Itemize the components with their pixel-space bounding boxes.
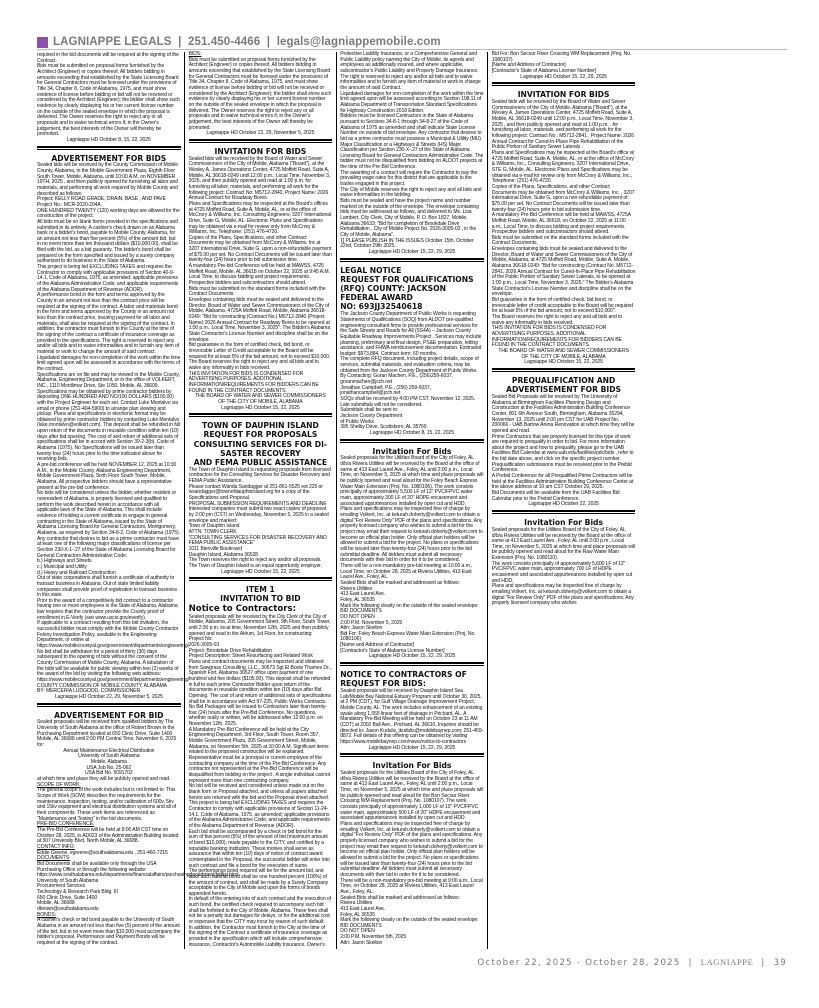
notice-paragraph: Specifications are on file and may be viewed in the Mobile County, Alabama, Engineering Department, or in the office of VOLKERT, INC., 1110 Montlimar Drive, Ste 1050, Mobile, AL 36609. Specifications may be obtained by prime contractor bidders by depositing ONE HUNDRED AND NO/100 DOLLARS ($100.00) with the Project Engineer for each set. Contact Luke Montalvo via email or phone (251-404-5900) to arrange plan viewing and pickup. Plans and specifications in electronic format may be obtained by prime contractor bidders by contacting Luke Montalvo (luke.montalvo@volkert.com). This deposit shall be refunded in full upon return of the documents in reusable condition within ten (10) days after bid opening. The cost of and return of additional sets of specifications shall be in accord with Section 39-2-3(b), Code of Alabama (1975). No Specifications will be issued later than twenty-four (24) hours prior to the time indicated above for receiving bids. (37, 371, 181, 463)
notice-paragraph: The Board reserves the right to reject any and all bids and to waive any informality in bids received. (188, 359, 319, 371)
notice-paragraph: Annual Maintenance Electrical Distribution (63, 747, 155, 754)
notice-paragraph: The awarding of a contract will require the Contractor to pay the prevailing wage rates for this district that are applicable to the trades engaged in this project. (340, 169, 478, 188)
notice-paragraph: Sealed bids will be received by the Board of Water and Sewer Commissioners of the City of Mobile, Alabama ("Board"), at the Wesley A. James Operations Center, 4725 Moffett Road, Suite A, Mobile, AL 36618-0249 until 12:00 p.m., Local Time, November 3, 2025 , and then publicly opened and read at 1:00 p.m. , for furnishing all labor, materials, and performing all work for the following project: Contract No.: M5712-2841 , Project Name: 2026 Annual Contract for Cured-In-Place Pipe Rehabilitation of the Public Portion of Sanitary Sewer Laterals . (491, 99, 635, 151)
notice-paragraph: Plans and specifications may be inspected free of charge by emailing Volkert, Inc. at keturah.doherty@volkert.com to obtain a digital "For Review Only" PDF of the plans and specifications. Any properly licensed company who wishes (491, 583, 634, 607)
section-label: PRE-BID CONFERENCE: (37, 821, 95, 828)
notice-heading: FEDERAL AWARD (340, 293, 413, 303)
legal-notice (37, 153, 189, 701)
notice-paragraph: Plans and contract documents may be inspected and obtained from Sawgrass Consulting, LLC., 30673 Sgt El Boots Thames Dr., Spanish Fort, Alabama 36527 office upon payment of one hundred and five dollars ($105.00). This deposit shall be refunded in full to each prime Contractor Bidder upon return of the documents in reusable condition within ten (10) days after Bid Opening. The cost of and return of additional sets of specifications shall be in accordance with Act 97-225, Public Works Contracts. (188, 658, 331, 705)
notice-paragraph: Copies of the Plans, Specifications, and other Contract Documents may be obtained from McCrory & Williams, Inc. , 3207 International Drive, Suite G, upon a non-refundable payment of $75.00 per set. No Contract Documents will be issued later than twenty-four (24) hours prior to bid submission time. (491, 183, 635, 213)
notice-divider (37, 146, 181, 150)
notice-paragraph: 650 Clinic Drive, Suite 1400 (37, 894, 98, 901)
legal-notice (37, 52, 181, 144)
notice-heading: ADVERTISEMENT FOR BIDS (51, 153, 167, 163)
notice-paragraph: Foley, AL 36535 (340, 596, 375, 603)
notice-paragraph: Project: KELLY ROAD GRADE, DRAIN, BASE , AND PAVE (37, 196, 166, 203)
notice-paragraph: The Board reserves the right to reject any and all bids and to waive any informality in bids received. (491, 314, 623, 326)
notice-paragraph: The Jackson County Department of Public Works is requesting Statements of Qualifications (SOQ) from ALDOT pre-qualified engineering consultant firms to provide professional services for the Safe Streets and Roads for All (SS4A) – Jackson County Equitable Roadway Improvements Project . Services may include planning, preliminary and final design, PS&E preparation, letting assistance, and FHWA reimbursement documentation. Estimated budget: $973,884. Contract term: 60 months. (340, 311, 482, 357)
section-label: SCOPE OF WORK: (37, 781, 81, 788)
legal-notice (340, 265, 484, 437)
publication-dates: Lagniappe HD October 15, 22, 2025 (524, 359, 603, 366)
notice-paragraph: 395 Shelby Drive, Scottsboro, AL 35769 (340, 424, 427, 431)
notice-paragraph: Sealed proposals for the Utilities Board of the City of Foley, AL d/b/a Riviera Utilities will be received by the Board at the office of same at 413 East Laurel Ave., Foley, AL until 2:00 p.m., Local Time, on November 5, 2025 at which time and place proposals will be publicly opened and read aloud for the Foley Beach Express Water Main Extension (Proj. No. 1080106). The work consists principally of approximately 5,500 LF of 12" PVC/FPVC water main, approximately 300 LF of 20" HDPE encasement and associated appurtenances installed by open cut and HDD. (340, 455, 484, 507)
notice-heading: ADVERTISEMENT FOR BID (54, 710, 164, 720)
notice-paragraph: Bids must be submitted on the standard forms included with the Contract Documents. (188, 285, 326, 298)
publication-dates: Lagniappe HD October 15, 22, 2025 (221, 568, 300, 575)
notice-divider (189, 413, 333, 417)
notice-paragraph: COUNTY COMMISSION OF MOBILE COUNTY, ALABAMA (37, 682, 167, 689)
notice-paragraph: of Public Works (340, 418, 374, 425)
notice-paragraph: No Bid Packages will be issued to Contractors later than twenty-four (24) hours after the Pre-Bid Conference. No questions, whether orally or written, will be addressed after 12:00 p.m. on November 12th, 2025. (188, 704, 327, 728)
notice-paragraph: [Name and Address of Contractor] (340, 642, 414, 649)
notice-paragraph: THE BOARD OF WATER AND SEWER COMMISSIONERS (195, 393, 326, 400)
notice-paragraph: Bid Documents will be available from the UAB Facilities Bid Calendar prior to the Prebid Conference. (491, 490, 620, 502)
notice-heading: CONSULTING SERVICES FOR DI- (193, 439, 328, 449)
notice-paragraph: OF THE CITY OF MOBILE, ALABAMA (521, 353, 606, 360)
notice-paragraph: Mobile, AL 36688 (37, 900, 75, 907)
notice-paragraph: Dauphin Island, Alabama 36528 (188, 551, 258, 558)
notice-paragraph: Please contact Wanda Sandagger at 251-861-5525 ext 225 or wsandagger@townofdauphinisland.org for a copy of the Specifications and Proposal. (188, 483, 323, 502)
legal-notice (340, 669, 484, 751)
notice-heading: Invitation For Bids (372, 446, 452, 456)
notice-paragraph: The Town of Dauphin Island is requesting proposals from licensed contractors for the Consulting Services for Disaster Recovery and FEMA Public Assistance. (188, 466, 331, 485)
notice-paragraph: A performance bond in the form and terms approved by the County in an amount not less than the contract price will be required at the signing of the contract. A labor and materials bond in the form and terms approved by the County in an amount not less than the contract price, insuring payment for all labor and materials, shall also be required at the signing of the contract. In addition, the contractor must furnish to the County at the time of the signing of the contract a certificate of insurance coverage as provided in the specifications. The right is reserved to reject any and/or all bids and to waive informalities and to furnish any item of material or work to change the amount of said contract. (37, 292, 180, 355)
notice-divider (340, 753, 484, 757)
notice-paragraph: Mark the following clearly on the outside of the sealed envelope: (340, 602, 479, 609)
notice-paragraph: Bids must be submitted on the standard forms included with the Contract Documents. (491, 234, 629, 247)
notice-paragraph: Envelopes containing bids must be sealed and delivered to the Director, Board of Water and Sewer Commissioners of the City of Mobile, Alabama, 4725A Moffett Road, Mobile, Alabama 36618-0249: "Bid for constructing (Contract No.) M5712-2840 (Project Name) 2026 Annual Contract for Roadway Bores to be opened at 1:00 p.m., Local Time, November 3, 2025". The Bidder's Alabama State Contractor's License Number and discipline shall be on the envelope. (188, 297, 331, 343)
notice-heading: LEGAL NOTICE (340, 265, 402, 275)
notice-paragraph: 1] PLEASE PUBLISH IN THE ISSUES October 15th, October 22nd, October 29th 2025. (340, 237, 474, 250)
notice-heading: INVITATION FOR BIDS (214, 146, 307, 156)
notice-paragraph: SOQs shall be received by 4:00 PM CST, November 12, 2025. Late submittals will not be considered. (340, 396, 476, 408)
notice-heading: REQUEST FOR QUALIFICATIONS (340, 274, 474, 284)
notice-paragraph: Bid Documents shall be available only through the USA Purchasing Office or through the following website: https://www.southalabama.edu/departments/financialaffairs/purchasingdepartment/bidlist.html (37, 860, 239, 879)
notice-paragraph: BY: MERCERIA LUDGOOD, COMMISSIONER (37, 688, 141, 695)
legals-phone: 251.450-4466 (188, 36, 261, 48)
notice-heading: NO: 693JJ32540618 (340, 302, 423, 312)
notice-paragraph: Prior to the award of a competitively bid contract to a contractor having one or more employees in the State of Alabama, Alabama law requires that the contractor provide the County proof of enrollment in E-Verify (see www.uscis.gov/everify). (37, 597, 178, 621)
notice-paragraph: USA Job No. 25-062 (86, 764, 132, 771)
notice-paragraph: BID DOCUMENTS (340, 922, 382, 929)
notice-paragraph: Sealed bids will be received by the Board of Water and Sewer Commissioners of the City of Mobile, Alabama ("Board"), at the Wesley A. James Operations Center, 4725 Moffett Road, Suite A, Mobile, AL 36618-0249 until 12:00 p.m., Local Time, November 3, 2025, and then publicly opened and read at 1:00 p.m. for furnishing all labor, materials, and performing all work for the following project: Contract No: M5712-2840, Project Name: 2026 Annual Contract for Roadway Bores. (188, 155, 331, 202)
notice-paragraph: The work consists principally of approximately 5,600 LF of 12" PVC/FPVC water main, approximately 700 LF of HDPE encasement and associated appurtenances installed by open cut and HDD. (491, 560, 633, 584)
notice-paragraph: Eddie Greene, egreene@southalabama.edu , 251-460-7215 (37, 849, 168, 856)
notice-paragraph: University of South Alabama (37, 877, 99, 884)
notice-paragraph: Envelopes containing bids must be sealed and delivered to the Director, Board of Water and Sewer Commissioners of the City of Mobile, Alabama, at 4725 Moffett Road, Mobile, Suite A, Mobile, Alabama 36618-0249: "Bid for constructing (Contract No. M5712-2841, 2026 Annual Contract for Cured-In-Place Pipe Rehabilitation of the Public Portion of Sanitary Sewer Laterals, to be opened at 1:00 p.m., Local Time, November 3, 2025." The Bidder's Alabama State Contractor's License Number and discipline shall be on the envelope. (491, 246, 636, 298)
notice-paragraph: DO NOT OPEN (340, 613, 375, 620)
section-label: DOCUMENTS: (37, 855, 71, 862)
notice-paragraph: If applicable to a contract resulting from this bid invitation, the successful bidder must comply with the Mobile County Contractor Felony Investigation Policy, available in the Engineering Department, or online at https://www.mobilecountyal.gov/government/departments/engineering/ (37, 620, 189, 650)
notice-heading: INVITATION FOR BIDS (517, 90, 610, 100)
notice-paragraph: In addition, the Contractor must furnish to the City at the time of the signing of the Contract a certificate of insurance coverage as provided in the specification which will include comprehensive insurance, Contractor's Automobile Liability Insurance, Owner's Protective Liability Insurance, or a Comprehensive General and Public Liability policy naming the City of Mobile, its agents and employees as additionally insured, and where applicable, subcontractor's Public Liability and Property Damage Insurance. The right is reserved to reject any and/or all bids and to waive informalities and to furnish any item of material or work to change the amount of said Contract. (188, 51, 481, 948)
notice-paragraph: USA Bid No. 5091702 (84, 770, 133, 777)
notice-heading: INVITATION TO BID (220, 594, 301, 604)
notice-paragraph: Technology & Research Park Bldg. III (37, 889, 118, 896)
notice-paragraph: Jackson County Department (340, 413, 402, 420)
notice-paragraph: d.) Heavy and Railroad Construction (37, 569, 116, 576)
notice-paragraph: Bid guarantee in the form of certified check, bid bond, or irrevocable letter of credit acceptable to the Board will be required for at least 5% of the bid amount, not to exceed $10,000". (491, 297, 633, 315)
notice-paragraph: No bid shall be withdrawn for a period of thirty (30) days subsequent to the opening of bids without the consent of the County Commission of Mobile County, Alabama. A tabulation of the bids will be available for public viewing within two (2) weeks of the award of the bid by visiting the following web address: https://www.mobilecountyal.gov/government/departments/engineering/ (37, 648, 189, 684)
issue-dates: October 22, 2025 - October 28, 2025 (477, 958, 681, 968)
publication-dates: Lagniappe HD October 15, 22, 29, 2025 (368, 248, 456, 255)
notice-paragraph: required in the bid documents will be required at the signing of the Contract. (37, 52, 179, 64)
notice-paragraph: Bids must be submitted on proposal forms furnished by the Architect (Engineer) or copies thereof. All bidders bidding in amounts exceeding that established by the State Licensing Board for General Contractors must be licensed under the provisions of Title 34, Chapter 8, Code of Alabama, 1975, and must show evidence of license before bidding or bid will not be received or considered by the Architect (Engineer); the bidder shall show such evidence by clearly displaying his or her current license number on the outside of the sealed envelope in which the proposal is delivered. The Owner reserves the right to reject any or all proposals and to waive technical errors if, in the Owner's judgement, the best interests of the Owner will thereby be promoted. (37, 63, 180, 138)
notice-heading: ADVERTISEMENT FOR BIDS (506, 385, 621, 395)
notice-paragraph: Riviera Utilities (340, 900, 373, 907)
notice-paragraph: Sealed proposals for the Utilities Board of the City of Foley, AL d/b/a Riviera Utilities will be received by the Board at the office of same at 413 East Laurel Ave., Foley, AL until 2:00 p.m., Local Time, on November 5, 2025 at which time and place proposals will be publicly opened and read aloud for the Raw Water Main Extension (Proj. No. 1080110). (491, 526, 635, 562)
notice-paragraph: The Town of Dauphin Island is an equal opportunity employer. (188, 562, 322, 569)
notice-paragraph: Attn: Jason Skelton (340, 939, 383, 946)
notice-paragraph: Out of state corporations shall furnish a certificate of authority to transact business in Alabama. Out of state limited liability companies shall provide proof of registration to transact business in this state. (37, 575, 178, 599)
publication-dates: Lagniappe HD October 15, 22, 29, 2025 (368, 653, 456, 660)
notice-divider (340, 258, 484, 262)
notice-paragraph: at which time and place they will be publicly opened and read. (37, 776, 171, 782)
notice-heading: NOTICE TO CONTRACTORS OF (340, 670, 467, 680)
notice-paragraph: THIS INVITATION FOR BIDS IS CONDENSED FOR ADVERTISING PURPOSES. ADDITIONAL INFORMATION/REQUIREMENTS FOR BIDDERS CAN BE FOUND IN THE CONTRACT DOCUMENTS. (491, 325, 622, 349)
notice-paragraph: Sealed Bids shall be marked and addressed as follows: (340, 894, 460, 901)
notice-paragraph: The City of Mobile reserves the right to reject any and all bids and waive informalities in the bidding. (340, 186, 482, 199)
notice-paragraph: Project Description: Street Resurfacing and Related Work (188, 653, 313, 660)
notice-paragraph: Mobile, Alabama (90, 759, 127, 766)
notice-heading: PREQUALIFICATION AND (511, 375, 616, 385)
notice-divider (37, 703, 181, 707)
legal-notice (340, 446, 484, 660)
notice-heading: Invitation For Bids (372, 761, 452, 771)
notice-paragraph: Bidders must be licensed Contractors in the State of Alabama pursuant to Sections 34-8-1 through 34-8-27 of the Code of Alabama of 1975 as amended and shall indicate State License Number on outside of bid envelope. Any contractor that desires to bid as a prime contractor must possess a Municipal & Utility (MU) Major Classification or a Highways & Streets (HS) Major Classification per Section 230-X-.27 of the State of Alabama Licensing Board for General Contractors Administrative Code. The bidder must not be disqualified from bidding on ALDOT projects at the time of the Pre-Bid Conference. (340, 113, 484, 171)
publication-name: LAGNIAPPE (700, 957, 754, 967)
notice-paragraph: The general scope of the work includes but is not limited to: This Scope of Work (SOW) describes the requirements for the maintenance, inspection, testing, and/or calibration of 600v, 5kv and 15kv equipment and electrical distribution systems and all of their components. These work items are referenced as "Maintenance and Testing" in the bid documents. (37, 787, 177, 822)
notice-paragraph: Prequalification submissions must be received prior to the Prebid Conference. (491, 461, 632, 474)
notice-paragraph: Plans and specifications may be inspected free of charge by emailing Volkert, Inc. at keturah.doherty@volkert.com to obtain a digital "For Review Only" PDF of the plans and specifications. Any properly licensed company who wishes to submit a bid for the project may email their request to keturah.doherty@volkert.com to become an official plan holder. Only official plan holders will be allowed to submit a bid for the project. No plans or specifications will be issued later than twenty-four (24) hours prior to the bid submittal deadline. All bidders must submit all necessary documents with their bid in order for it to be considered. (340, 506, 483, 564)
notice-paragraph: Sealed proposals will be received from qualified bidders by The University of South Alabama at the office of Robert Brown in the Purchasing Department located at 650 Clinic Drive, Suite 1400 Mobile, AL 36688 until 2:00 PM Central Time, November 6, 2025 for: (37, 719, 177, 749)
notice-paragraph: 2:00 P.M. November 5th, 2025 (340, 934, 407, 941)
notice-paragraph: Mark the following clearly on the outside of the sealed envelope: (340, 917, 479, 924)
section-label: BIDS: (188, 51, 202, 57)
notice-divider (340, 662, 484, 666)
notice-paragraph: 2026-3005-03 (188, 641, 220, 648)
notice-paragraph: Liquidated damages for non-completion of the work within the time limit agreed upon will be assessed in accordance with the terms of the contract. (37, 354, 181, 372)
notice-paragraph: "CONSULTING SERVICES FOR DISASTER RECOVERY AND FEMA PUBLIC ASSISTANCE" (188, 534, 327, 547)
notice-paragraph: Riviera Utilities (340, 585, 373, 592)
notice-paragraph: This project is being bid EXCLUDING TAXES and requires the Contractor to comply with applicable provisions of Section 11-24-14.1, Code of Alabama, 1975, as amended; applicable provisions of the Alabama Administrative Code; and applicable requirements of the Alabama Department of Revenue (ADOR). (188, 800, 330, 829)
publication-dates: Lagniappe HD October 22, 2025 (528, 501, 599, 508)
notice-paragraph: Sealed proposals will be received by Dauphin Island Sea Lab/Mobile Bay National Estuary Program until October 30, 2025, at 2 PM (CDT), for Gulf Village Drainage Improvement Project, Mobile County, AL. The work includes enhancement of an existing swale along 1,555 linear feet of drainage in Prichard, AL. A Mandatory Pre-Bid Meeting will be held on October 23 at 11 AM (CDT) at 2002 Ball Ave., Prichard, AL 36610. Inquiries should be directed to: Jason Kudulis, jkudulis@mobilebaynep.com; 251-459-8872. Full details of this offering can be obtained by visiting https://www.mobilebaynep.com/news/notice-to-contractors (340, 688, 484, 745)
page-masthead (37, 35, 787, 50)
notice-paragraph: Plans and Specifications may be inspected at the Board's office at 4725 Moffett Road, Suite A, Mobile, AL, or at the office of McCrory & Williams, Inc., Consulting Engineers, 3207 International Drive, STE G, Mobile, AL. Electronic Plans and Specifications may be obtained via e-mail for review only from McCrory & Williams, Inc., Telephone: (251) 476-4720. (491, 149, 634, 185)
notice-paragraph: Sealed bids will be received by the County Commission of Mobile County, Alabama, in the Mobile Government Plaza, Eighth Floor South Tower, Mobile, Alabama, until 10:00 A.M. on NOVEMBER 19TH, 2025 , and then publicly opened for furnishing all labor and materials, and performing all work required by Mobile County and described as follows: (37, 162, 178, 197)
notice-paragraph: [Name and Address of Contractor] (491, 62, 566, 69)
notice-paragraph: In default of the entering into of such contract and the execution of such bond, the certified check required to accompany such bid shall be forfeited to the City of Mobile, Alabama. These fees shall not be a penalty but damages for delays, or for the additional cost or expenses that the CITY may incur by reason of such default. (188, 896, 331, 926)
notice-heading: Notice to Contractors: (188, 603, 297, 614)
notice-paragraph: Bid guarantee in the form of certified check, bid bond, or irrevocable Letter of Credit acceptable to the Board will be required for at least 5% of the bid amount, not to exceed $10,000. (188, 342, 331, 360)
notice-divider (340, 439, 484, 443)
notice-paragraph: Jonathan Campbell, P.E., (256) 259-6037, jonathancampbell@jcch.net (340, 384, 431, 397)
notice-paragraph: Sealed proposals for the Utilities Board of the City of Foley, AL d/b/a Riviera Utilities will be received by the Board at the office of same at 413 East Laurel Ave., Foley, AL until 2:00 p.m., Local Time, on November 5, 2025 at which time and place proposals will be publicly opened and read aloud for the Bon Secour River Crossing WM Replacement (Proj. No. 1080107). The work consists principally of approximately 1,000 LF of 10" PVC/FPVC water main, approximately 500 LF of 20" HDPE encasement and associated appurtenances installed by open cut and HDD. (340, 770, 484, 822)
notice-paragraph: A Prebid Conference for all Prequalified Prime Contractors will be held at the Facilities Administration Building Conference Center at the above address at 10 am CST October 29, 2025. (491, 473, 634, 491)
legal-notice (189, 420, 333, 575)
notice-paragraph: Bid For: Foley Beach Express Water Main Extension (Proj. No. 1080106) (340, 630, 476, 643)
section-label: BONDS: (37, 911, 56, 918)
publication-dates: Lagniappe HD October 15, 22, 2025 (221, 404, 300, 411)
masthead-divider: | (171, 36, 189, 48)
notice-paragraph: Plans and Specifications may be inspected at the Board's offices at 4725 Moffett Road, Suite A, Mobile, AL, or at the office of McCrory & Williams, Inc. Consulting Engineers, 3207 International Drive, Suite G, Mobile, AL. Electronic Plans and Specifications may be obtained via e-mail for review only from McCrory & Williams, Inc. Telephone: (251) 476-4720. (188, 200, 332, 236)
notice-heading: Invitation For Bids (524, 518, 604, 528)
notice-heading: TOWN OF DAUPHIN ISLAND (201, 421, 319, 431)
notice-paragraph: The performance bond required will be for the amount bid, and labor and material bond shall be one hundred percent (100%) of the amount of contract, and shall be made by a Surety Company acceptable to the City of Mobile and upon the forms of bonds appended hereto. (188, 868, 329, 897)
notice-divider (189, 139, 333, 143)
notice-paragraph: There will be a non-mandatory pre-bid meeting at 10:00 a.m., Local Time, on October 28, 2025 at Riviera Utilities, 413 East Laurel Ave., Foley, AL. (340, 562, 473, 581)
notice-paragraph: Attn: Jason Skelton (340, 625, 383, 632)
notice-paragraph: dbrown@southalabama.edu (37, 906, 99, 913)
notice-divider (492, 368, 636, 372)
notice-paragraph: ATTN: TOWN CLERK (188, 529, 237, 535)
notice-paragraph: The Town reserves the right to reject any and/or all proposals. (188, 557, 322, 564)
notice-paragraph: Prime Contractors that are properly licensed for this type of work are required to prequalify in order to bid. For more information about the project and how to prequalify, please go to the UAB Facilities Bid Calendar at www.uab.edu/facilities/pdc/bids , refer to the bid date above, and click on the specific project number. (491, 433, 634, 463)
notice-paragraph: Project No.: MCR-2020-204A (37, 201, 101, 208)
section-label: CONTACT INFO: (37, 843, 75, 850)
notice-paragraph: OF THE CITY OF MOBILE, ALABAMA (218, 398, 303, 405)
legal-notice (492, 517, 636, 607)
notice-paragraph: The complete RFQ document, including project details, scope of services, submittal materials, and evaluation criteria, may be obtained from the Jackson County Department of Public Works. By Contacting: Goran Machen, P.E., (256)259-6037, goranmachen@jcch.net (340, 356, 479, 386)
legal-notice (189, 146, 333, 411)
notice-paragraph: The Pre-Bid Conference will be held at 8:00 AM CST time on October 28, 2025, in AD023 of the Administration Building located at 307 University Blvd. North Mobile, AL 36688. (37, 826, 179, 845)
notice-heading: REQUEST FOR PROPOSALS (203, 430, 318, 440)
legal-notice (492, 89, 636, 366)
notice-heading: SASTER RECOVERY (220, 448, 301, 458)
legals-email: legals@lagniappemobile.com (276, 36, 441, 48)
publication-dates: Lagniappe HD October 8, 15, 22, 2025 (66, 136, 151, 143)
notice-paragraph: Procurement Services (37, 883, 86, 890)
notice-paragraph: A cashier's check or bid bond payable to the University of South Alabama in an amount not less than five (5) percent of the amount of the bid, but in no event more than $10,000 must accompany the bidder's proposal. Performance and Payment Bonds will be required at the signing of the contract. (37, 917, 181, 947)
notice-paragraph: Sealed proposals will be received by the City Clerk of the City of Mobile, Alabama, 205 Government Street, 9th Floor, South Tower, until 2:30 p.m. local time, November 12th, 2025 and then publicly opened and read in the Atrium, 1st Floor, for constructing: (188, 613, 331, 637)
notice-paragraph: b.) Highways and Streets (37, 558, 92, 565)
notice-paragraph: [Contractor's State of Alabama License Number] (340, 647, 445, 654)
page-footer: October 22, 2025 - October 28, 2025 | LAGNIAPPE | 39 (477, 957, 787, 968)
notice-paragraph: Each bid shall be accompanied by a check or bid bond for the sum of five percent (5%) of the amount of bid (maximum amount of bond $10,000), made payable to the CITY, and certified by a reputable banking institution. These monies shall serve as assurance that within ten (10) days of notice of contract award contemplated in the Proposal, the successful bidder will enter into such contract and file a bond for the execution of same. (188, 828, 330, 869)
notice-heading: (RFQ) COUNTY: JACKSON (340, 284, 446, 294)
notice-paragraph: A pre-bid conference will be held NOVEMBER 12, 2025 at 10:30 A.M., in the Mobile County, Alabama Engineering Department, Mobile Government Plaza, Sixth Floor South Tower, Mobile, Alabama. All prospective bidders should have a representative present at the pre-bid conference. (37, 462, 177, 491)
notice-paragraph: Project No: (188, 636, 213, 643)
notice-paragraph: 1011 Bienville Boulevard (188, 545, 242, 552)
section-color-square (37, 37, 48, 48)
notice-divider (189, 577, 333, 581)
notice-paragraph: Sealed Bids shall be marked and addressed as follows: (340, 579, 460, 586)
notice-paragraph: BID DOCUMENTS (340, 608, 382, 615)
notice-paragraph: [Contractor's State of Alabama License Number] (491, 67, 597, 74)
notice-paragraph: There will be a non-mandatory pre-bid meeting at 9:00 a.m., Local Time, on October 28, 2025 at Riviera Utilities, 413 East Laurel Ave., Foley, AL. (340, 877, 483, 895)
notice-paragraph: Project: Brookdale Drive Rehabilitation (188, 647, 272, 654)
notice-paragraph: No bid will be received and considered unless made out on the blank form or Proposal attached, and unless all papers attached hereto are returned with the bid and the Proposal sheet attached. (188, 783, 330, 801)
notice-paragraph: University of South Alabama (78, 753, 140, 760)
notice-paragraph: THE BOARD OF WATER AND SEWER COMMISSIONERS (498, 347, 629, 354)
notice-paragraph: PROPOSAL SUBMISSION REQUIREMENTS AND DEADLINE (188, 500, 327, 507)
publication-dates: Lagniappe HD October 15, 22, 29, 2025 (368, 744, 456, 751)
notice-divider (492, 82, 636, 86)
notice-paragraph: 413 East Laurel Ave. (340, 905, 386, 912)
masthead-divider: | (260, 36, 277, 48)
notice-paragraph: Plans and specifications may be inspected free of charge by emailing Volkert, Inc. at keturah.doherty@volkert.com to obtain a digital "For Review Only" PDF of the plans and specifications. Any properly licensed company who wishes to submit a bid for the project may email their request to keturah.doherty@volkert.com to become an official plan holder. Only official plan holders will be allowed to submit a bid for the project. No plans or specifications will be issued later than twenty-four (24) hours prior to the bid submittal deadline. All bidders must submit all necessary documents with their bid in order for it to be considered. (340, 821, 483, 878)
notice-paragraph: A Mandatory Pre-Bid Conference will be held at the City Engineering Department, 3rd Floor, South Tower, Room 357, Mobile Government Plaza, 205 Government Street, Mobile, Alabama, on November 5th, 2025 at 10:00 A.M. Significant items related to the proposed construction will be explained. Representative must be a principal or current employee of the contracting company at the time of the Pre-Bid Conference. Any contractor not represented at the Pre-Bid Conference will be disqualified from bidding on the project . A single individual cannot represent more than one contracting company. (188, 726, 331, 784)
notice-paragraph: Interested companies must submit two exact copies of proposal by 2:00 pm (CST) on Wednesday, November 5, 2025 in a sealed envelope and marked: (188, 506, 329, 524)
notice-paragraph: Town of Dauphin Island (188, 523, 240, 530)
notice-divider (492, 510, 636, 514)
publication-dates: Lagniappe HD October 22, 29, November 5, 2025 (206, 130, 315, 137)
notice-heading: REQUEST FOR BIDS: (340, 679, 426, 689)
notice-heading: AND FEMA PUBLIC ASSISTANCE (193, 457, 328, 467)
notice-paragraph: Copies of the Plans, Specifications, and other Contract Documents may be obtained from McCrory & Williams, Inc at 3207 International Drive, Suite G, upon a non-refundable payment of $75.00 per set. No Contract Documents will be issued later than twenty-four (24) hours prior to bid submission time. (188, 234, 332, 264)
legal-notice (492, 375, 636, 508)
notice-paragraph: c.) Municipal and Utility (37, 563, 87, 570)
notice-paragraph: This project is being bid EXCLUDING TAXES and requires the Contractor to comply with applicable provisions of Section 40-9-14.1, Code of Alabama, 1975, as amended; applicable provisions of the Alabama Administrative Code; and applicable requirements of the Alabama Department of Revenue (ADOR). (37, 264, 179, 293)
notice-paragraph: Sealed Bid Proposals will be received by The University of Alabama at Birmingham Facilities Planning Design and Construction at the Facilities Administration Building Conference Center, 801 6th Avenue South, Birmingham, Alabama 35294, November 13, 2025 until 2:00 pm CST for UAB Project No. 200066 - UAB Bartow Arena Renovation at which time they will be opened and read. (491, 393, 635, 434)
notice-paragraph: Bids must be submitted on proposal forms furnished by the Architect (Engineer) or copies thereof. All bidders bidding in amounts exceeding that established by the State Licensing Board for General Contractors must be licensed under the provisions of Title 34, Chapter 8, Code of Alabama, 1975, and must show evidence of license before bidding or bid will not be received or considered by the Architect (Engineer); the bidder shall show such evidence by clearly displaying his or her current license number on the outside of the sealed envelope in which the proposal is delivered. The Owner reserves the right to reject any or all proposals and to waive technical errors if, in the Owner's judgement, the best interests of the Owner will thereby be promoted. (188, 56, 332, 131)
notice-paragraph: Foley, AL 36535 (340, 911, 375, 918)
notice-paragraph: All bids must be on blank forms provided in the specifications and submitted in its entirety. A cashier's check drawn on an Alabama bank or a bidder's bond, payable to Mobile County, Alabama, for an amount not less than five percent (5%) of the amount bid, but in no event more than ten thousand dollars ($10,000.00), shall be filed with the bid, as a bid guaranty. The bidder's bond shall be prepared on the form specified and issued by a surety company authorized to do business in the State of Alabama. (37, 218, 178, 265)
notice-paragraph: A mandatory Pre-bid Conference will be held at MAWSS, 4725 Moffett Road, Mobile, AL 36618 on October 22, 2025 at 9:45 A.M. Local Time, to discuss bidding and project requirements. Prospective bidders and subcontractors should attend. (188, 263, 330, 287)
publication-dates: Lagniappe HD October 15, 22, 29, 2025 (520, 73, 607, 80)
notice-paragraph: Bids must be sealed and have the project name and number marked on the outside of the envelope. The envelope containing bids must be addressed as follows, and delivered to Ms. Lisa Lambert, City Clerk, City of Mobile, P. O. Box 1827, Mobile, Alabama 36633; "Bid for completion of Brookdale Drive Rehabilitation , City of Mobile Project No. 2026-3005-03 , in the City of Mobile, Alabama". (340, 198, 479, 238)
notice-paragraph: DO NOT OPEN (340, 928, 375, 935)
legal-notices-columns (37, 52, 787, 949)
notice-paragraph: 2:00 P.M. November 5, 2025 (340, 619, 403, 626)
publication-dates: Lagniappe HD October 8, 15, 22, 2025 (370, 430, 454, 437)
notice-paragraph: Submittals shall be sent to: (340, 407, 399, 414)
notice-paragraph: A mandatory Pre-Bid Conference will be held at MAWSS, 4725A Moffett Road, Mobile, AL 36618, on October 22, 2025 at 11:00 a.m., Local Time, to discuss bidding and project requirements. Prospective bidders and subcontractors should attend. (491, 212, 631, 236)
section-name: LAGNIAPPE LEGALS (53, 36, 172, 48)
notice-paragraph: No bids will be considered unless the bidder, whether resident or nonresident of Alabama, is properly licensed and qualified to perform the work described herein in accordance with all applicable laws of the State of Alabama. This shall include evidence of holding a current certificate to engage in general contracting in the State of Alabama, issued by the State of Alabama Licensing Board for General Contractors, Montgomery, Alabama, as required by Section 34-8-2, Code of Alabama (1975). Any contractor that desires to bid as a prime contractor must have at least one of the following major classifications of license per Section 230-X-1-.27 of the State of Alabama Licensing Board for General Contractors Administrative Code: (37, 490, 180, 559)
notice-paragraph: Bid For: Bon Secour River Crossing WM Replacement (Proj. No. 1080107) (491, 51, 632, 63)
page-number: 39 (773, 958, 787, 968)
notice-paragraph: 413 East Laurel Ave. (340, 591, 386, 598)
publication-dates: Lagniappe HD October 22, 29, November 5, 2025 (54, 693, 163, 700)
notice-paragraph: Liquidated damages for non-completion of the work within the time limit agreed upon will be assessed according to Section 108.11 of Alabama Department of Transportation Standard Specifications for Highway Construction 2018 Edition. (340, 90, 484, 114)
notice-paragraph: THIS INVITATION FOR BIDS IS CONDENSED FOR ADVERTISING PURPOSES. ADDITIONAL INFORMATION/REQUIREMENTS FOR BIDDERS CAN BE FOUND IN THE CONTRACT DOCUMENTS. (188, 370, 319, 394)
notice-paragraph: ONE HUNDRED TWENTY (120) working days are allowed for the construction of the project. (37, 207, 180, 220)
notice-heading: ITEM 1 (246, 585, 275, 595)
